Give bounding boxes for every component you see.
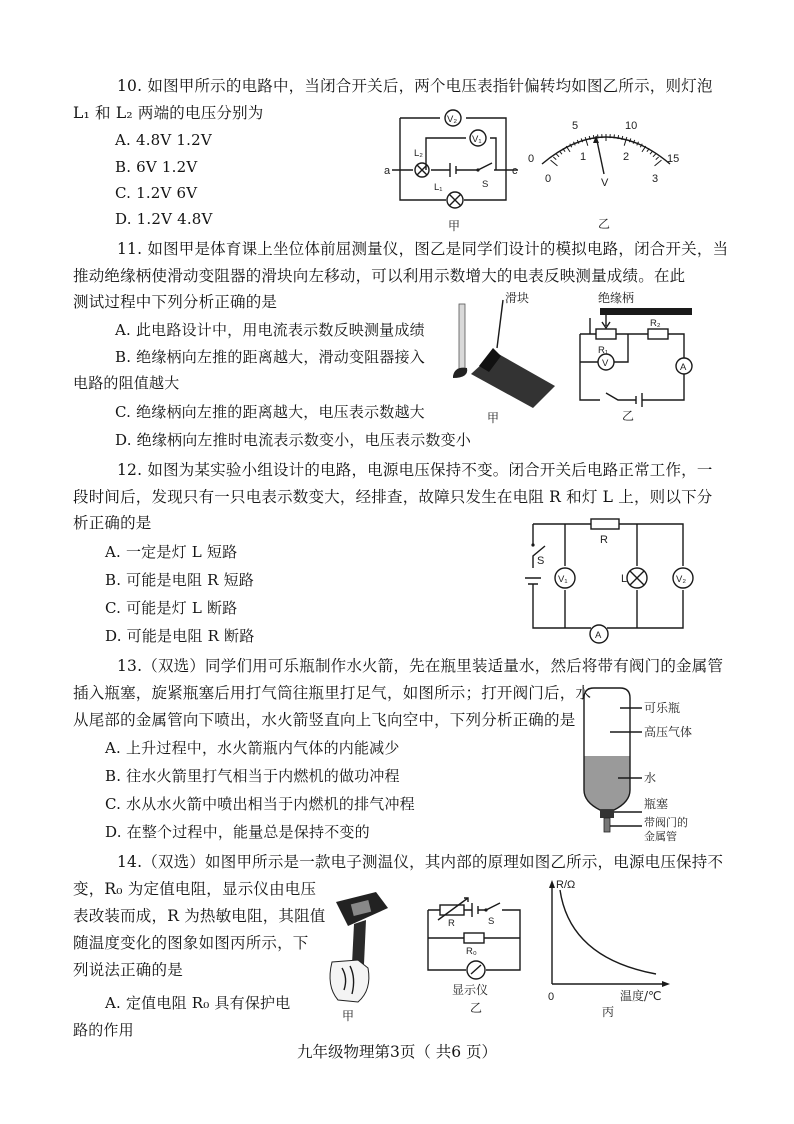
q14-option-a-line-2: 路的作用	[73, 1021, 134, 1039]
q12-option-c: C. 可能是灯 L 断路	[105, 599, 238, 617]
q12-stem-line-1: 12. 如图为某实验小组设计的电路，电源电压保持不变。闭合开关后电路正常工作，一	[117, 461, 713, 479]
q12-label-v1: V₁	[558, 574, 568, 585]
q14-label-s: S	[488, 916, 495, 927]
q14-label-y-axis: R/Ω	[556, 879, 576, 891]
q11-stem-line-2: 推动绝缘柄使滑动变阻器的滑块向左移动，可以利用示数增大的电表反映测量成绩。在此	[73, 267, 686, 285]
q11-resistor-r2-symbol	[648, 329, 668, 339]
dial-tick	[624, 137, 627, 146]
q12-stem-line-3: 析正确的是	[73, 514, 152, 532]
q13-option-d: D. 在整个过程中，能量总是保持不变的	[105, 823, 370, 841]
q11-option-a: A. 此电路设计中，用电流表示数反映测量成绩	[115, 321, 425, 339]
q14-stem-line-5: 列说法正确的是	[73, 961, 183, 979]
q10-label-switch: S	[482, 179, 489, 190]
q12-option-d: D. 可能是电阻 R 断路	[105, 627, 255, 645]
q10-stem-line-2: L₁ 和 L₂ 两端的电压分别为	[73, 104, 264, 122]
dial-tick	[556, 154, 559, 157]
q14-label-display: 显示仪	[452, 983, 489, 997]
q12-circuit-diagram	[515, 512, 695, 647]
q11-label-r1: R₁	[598, 345, 609, 356]
dial-tick	[655, 160, 662, 166]
q13-stem-line-2: 插入瓶塞，旋紧瓶塞后用打气筒往瓶里打足气，如图所示；打开阀门后，水	[73, 684, 592, 702]
q12-option-b: B. 可能是电阻 R 短路	[105, 571, 254, 589]
q14-battery-symbol	[472, 903, 478, 917]
q10-dial-top-tick-5: 5	[572, 120, 579, 132]
q11-label-r2: R₂	[650, 318, 661, 329]
q14-resistor-r0-symbol	[464, 933, 484, 943]
q13-water-rocket-diagram	[580, 686, 693, 846]
q10-dial-zero-top: 0	[528, 153, 535, 165]
q13-stem-line-3: 从尾部的金属管向下喷出，水火箭竖直向上飞向空中，下列分析正确的是	[73, 711, 576, 729]
q14-label-x-axis: 温度/℃	[620, 989, 662, 1003]
q14-thermometer-illustration	[318, 882, 398, 1022]
q11-option-d: D. 绝缘柄向左推时电流表示数变小，电压表示数变小	[115, 431, 472, 449]
q11-label-handle: 绝缘柄	[598, 291, 635, 305]
q10-voltmeter-dial	[528, 112, 688, 237]
q10-label-v1: V₁	[472, 134, 482, 145]
q10-dial-bottom-tick-2: 2	[623, 151, 630, 163]
q10-caption-yi: 乙	[598, 217, 611, 231]
q14-caption-bing: 丙	[602, 1005, 615, 1019]
q14-resistance-curve	[560, 890, 656, 974]
q13-label-tube-1: 带阀门的	[644, 817, 688, 829]
q12-stem-line-2: 段时间后，发现只有一只电表示数变大，经排查，故障只发生在电阻 R 和灯 L 上，则以下分	[73, 488, 713, 506]
dial-tick	[593, 135, 594, 139]
q13-label-stopper: 瓶塞	[644, 797, 669, 811]
q10-dial-bottom-tick-1: 1	[580, 151, 587, 163]
q14-stem-line-3: 表改装而成，R 为热敏电阻，其阻值	[73, 907, 326, 925]
q11-stem-line-1: 11. 如图甲是体育课上坐位体前屈测量仪，图乙是同学们设计的模拟电路，闭合开关，当	[117, 240, 729, 258]
dial-tick	[551, 160, 558, 166]
q14-label-r0: R₀	[466, 946, 477, 957]
q11-resistor-r1-symbol	[596, 329, 616, 339]
q12-label-v2: V₂	[676, 574, 687, 585]
q10-dial-bottom-tick-0: 0	[545, 173, 552, 185]
q12-label-r: R	[600, 534, 608, 546]
q13-stem-line-1: 13.（双选）同学们用可乐瓶制作水火箭，先在瓶里装适量水，然后将带有阀门的金属管	[117, 657, 724, 675]
q10-caption-jia: 甲	[448, 219, 461, 233]
q14-label-origin: 0	[548, 991, 555, 1003]
dial-tick	[650, 151, 653, 154]
q14-caption-yi: 乙	[470, 1001, 483, 1015]
q10-label-node-a: a	[384, 165, 391, 177]
q12-label-l: L	[621, 573, 628, 585]
q11-label-slider: 滑块	[505, 291, 530, 305]
q12-battery-symbol	[525, 578, 541, 584]
q11-caption-jia: 甲	[487, 411, 500, 425]
q12-label-s: S	[537, 555, 545, 567]
q13-stopper	[600, 810, 614, 818]
q11-option-b-line-2: 电路的阻值越大	[73, 374, 180, 392]
q10-dial-bottom-tick-3: 3	[652, 173, 659, 185]
q10-dial-top-tick-15: 15	[667, 153, 680, 165]
q11-circuit-diagram	[568, 291, 698, 428]
dial-tick	[653, 154, 656, 157]
q14-stem-line-2: 变，R₀ 为定值电阻，显示仪由电压	[73, 880, 317, 898]
q12-label-a: A	[595, 630, 602, 641]
q11-device-illustration	[445, 291, 565, 426]
q10-option-a: A. 4.8V 1.2V	[115, 131, 212, 149]
q14-caption-jia: 甲	[342, 1009, 355, 1023]
q14-circuit-diagram	[420, 894, 526, 1024]
q14-stem-line-4: 随温度变化的图象如图丙所示，下	[73, 934, 309, 952]
dial-tick	[559, 151, 562, 154]
q10-option-d: D. 1.2V 4.8V	[115, 210, 213, 228]
q10-dial-ticks	[551, 134, 662, 166]
q13-label-bottle: 可乐瓶	[644, 701, 681, 715]
q11-stem-line-3: 测试过程中下列分析正确的是	[73, 293, 278, 311]
dial-tick	[656, 157, 659, 160]
q10-label-node-c: c	[512, 165, 518, 177]
page-footer: 九年级物理第3页（ 共6 页）	[296, 1043, 498, 1061]
q12-option-a: A. 一定是灯 L 短路	[105, 543, 238, 561]
q10-label-l2: L₂	[414, 148, 423, 159]
q14-stem-line-1: 14.（双选）如图甲所示是一款电子测温仪，其内部的原理如图乙所示，电源电压保持不	[117, 853, 724, 871]
q10-dial-unit: V	[601, 177, 609, 189]
q13-label-gas: 高压气体	[644, 725, 693, 739]
q10-label-l1: L₁	[434, 182, 443, 193]
q13-option-b: B. 往水火箭里打气相当于内燃机的做功冲程	[105, 767, 400, 785]
q14-option-a-line-1: A. 定值电阻 R₀ 具有保护电	[105, 994, 291, 1012]
q10-option-b: B. 6V 1.2V	[115, 158, 198, 176]
q10-label-v2: V₂	[447, 114, 458, 125]
q11-option-c: C. 绝缘柄向左推的距离越大，电压表示数越大	[115, 403, 425, 421]
q10-circuit-diagram	[384, 108, 528, 233]
q14-label-r: R	[448, 918, 455, 929]
q13-option-a: A. 上升过程中，水火箭瓶内气体的内能减少	[105, 739, 400, 757]
q14-resistance-temperature-graph	[540, 876, 680, 1024]
q13-option-c: C. 水从水火箭中喷出相当于内燃机的排气冲程	[105, 795, 415, 813]
q11-caption-yi: 乙	[622, 409, 635, 423]
q11-insulating-handle	[600, 308, 692, 315]
q12-resistor-symbol	[591, 519, 619, 529]
q10-stem-line-1: 10. 如图甲所示的电路中，当闭合开关后，两个电压表指针偏转均如图乙所示，则灯泡	[117, 77, 713, 95]
q11-option-b-line-1: B. 绝缘柄向左推的距离越大，滑动变阻器接入	[115, 348, 425, 366]
q10-option-c: C. 1.2V 6V	[115, 184, 198, 202]
q13-label-water: 水	[644, 771, 657, 785]
q13-label-tube-2: 金属管	[644, 831, 677, 843]
q11-label-a: A	[680, 362, 687, 373]
dial-tick	[553, 157, 556, 160]
dial-tick	[585, 137, 588, 146]
q10-dial-top-tick-10: 10	[625, 120, 638, 132]
q11-label-v: V	[602, 358, 609, 369]
dial-tick	[618, 135, 619, 139]
q13-metal-tube	[604, 818, 610, 832]
